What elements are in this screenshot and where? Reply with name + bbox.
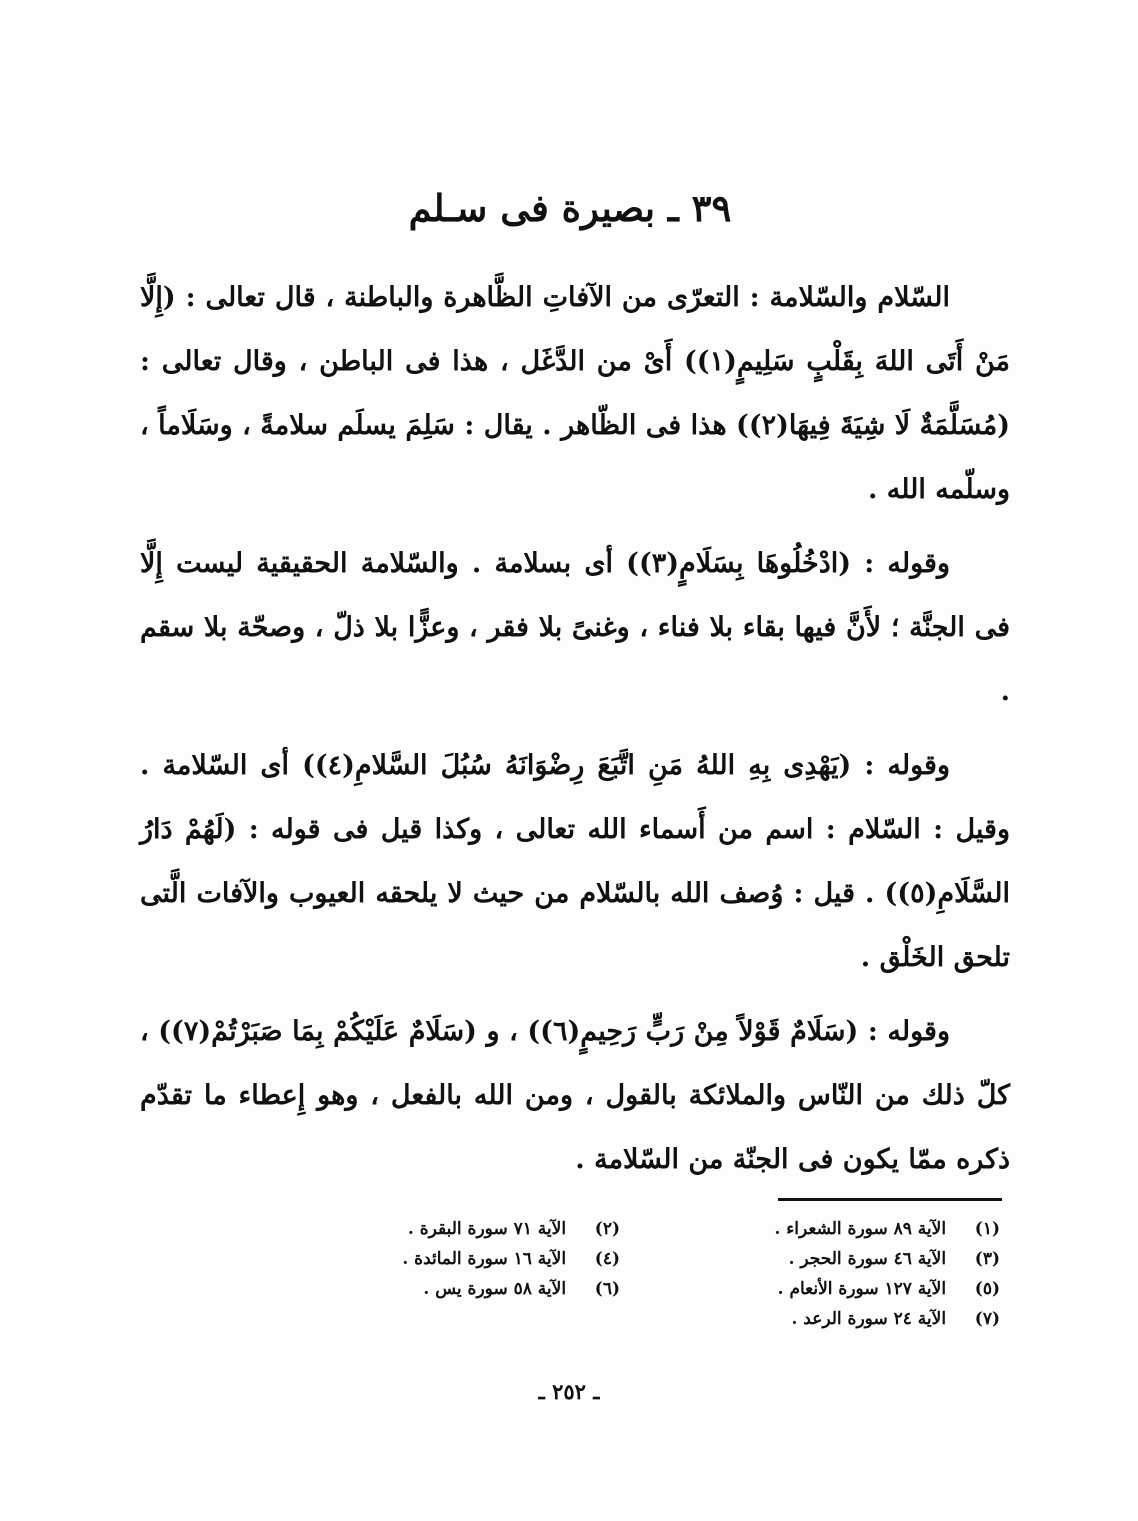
paragraph: وقوله : (سَلَامٌ قَوْلاً مِنْ رَبٍّ رَحِيمٍ(٦)) ، و (سَلَامٌ عَلَيْكُمْ بِمَا صَبَرْتُمْ(٧)) ، كلّ ذلك من النّاس والملائكة بالقول ، ومن الله بالفعل ، وهو إِعطاء ما تقدّم ذكره ممّا يكون فى الجنّة من السّلامة . — [140, 1016, 1010, 1175]
footnote-text: الآية ٢٤ سورة الرعد . — [791, 1309, 947, 1329]
paragraph: وقوله : (يَهْدِى بِهِ اللهُ مَنِ اتَّبَعَ رِضْوَانَهُ سُبُلَ السَّلامِ(٤)) أى السّلامة . وقيل : السّلام : اسم من أَسماء الله تعالى ، وكذا قيل فى قوله : (لَهُمْ دَارُ السَّلَامِ(٥)) . قيل : وُصف الله بالسّلام من حيث لا يلحقه العيوب والآفات الَّتى تلحق الخَلْق . — [140, 750, 1010, 973]
footnote-text: الآية ٥٨ سورة يس . — [423, 1279, 567, 1299]
footnote — [240, 1214, 620, 1244]
footnote-number: (٥) — [974, 1279, 1000, 1299]
footnote — [620, 1304, 1000, 1334]
footnotes — [240, 1214, 1000, 1334]
footnote-number: (٣) — [974, 1249, 1000, 1269]
footnote-number: (٢) — [594, 1219, 620, 1239]
page-number: ـ ٢٥٢ ـ — [538, 1379, 600, 1404]
footnote-row — [240, 1214, 1000, 1244]
footnote-number: (٤) — [594, 1249, 620, 1269]
footnote — [240, 1274, 620, 1304]
paragraph: السّلام والسّلامة : التعرّى من الآفاتِ الظَّاهرة والباطنة ، قال تعالى : (إِلَّا مَنْ أَتَى اللهَ بِقَلْبٍ سَلِيمٍ(١)) أَىْ من الدَّغَل ، هذا فى الباطن ، وقال تعالى : (مُسَلَّمَةٌ لَا شِيَةَ فِيهَا(٢)) هذا فى الظّاهر . يقال : سَلِمَ يسلَم سلامةً ، وسَلَاماً ، وسلّمه الله . — [140, 282, 1011, 505]
footnote — [240, 1244, 620, 1274]
footnote-row — [240, 1244, 1000, 1274]
section-title: ٣٩ ـ بصيرة فى سـلم — [408, 186, 732, 230]
footnote — [620, 1274, 1000, 1304]
footnote — [620, 1244, 1000, 1274]
footnote-number: (٧) — [974, 1309, 1000, 1329]
body-text — [140, 266, 1010, 1202]
footnote-divider — [778, 1198, 1002, 1201]
footnote-text: الآية ٤٦ سورة الحجر . — [788, 1249, 947, 1269]
footnote-text: الآية ١٦ سورة المائدة . — [402, 1249, 567, 1269]
footnote — [620, 1214, 1000, 1244]
footnote-row — [240, 1274, 1000, 1304]
footnote-text: الآية ٧١ سورة البقرة . — [407, 1219, 567, 1239]
footnote-number: (١) — [974, 1219, 1000, 1239]
footnote-number: (٦) — [594, 1279, 620, 1299]
footnote-text: الآية ١٢٧ سورة الأنعام . — [777, 1279, 947, 1299]
paragraph: وقوله : (ادْخُلُوهَا بِسَلَامٍ(٣)) أى بسلامة . والسّلامة الحقيقية ليست إِلَّا فى الجنَّة ؛ لأَنَّ فيها بقاء بلا فناء ، وغنىً بلا فقر ، وعزًّا بلا ذلّ ، وصحّة بلا سقم . — [140, 548, 1010, 707]
footnote-row — [240, 1304, 1000, 1334]
footnote-text: الآية ٨٩ سورة الشعراء . — [774, 1219, 947, 1239]
